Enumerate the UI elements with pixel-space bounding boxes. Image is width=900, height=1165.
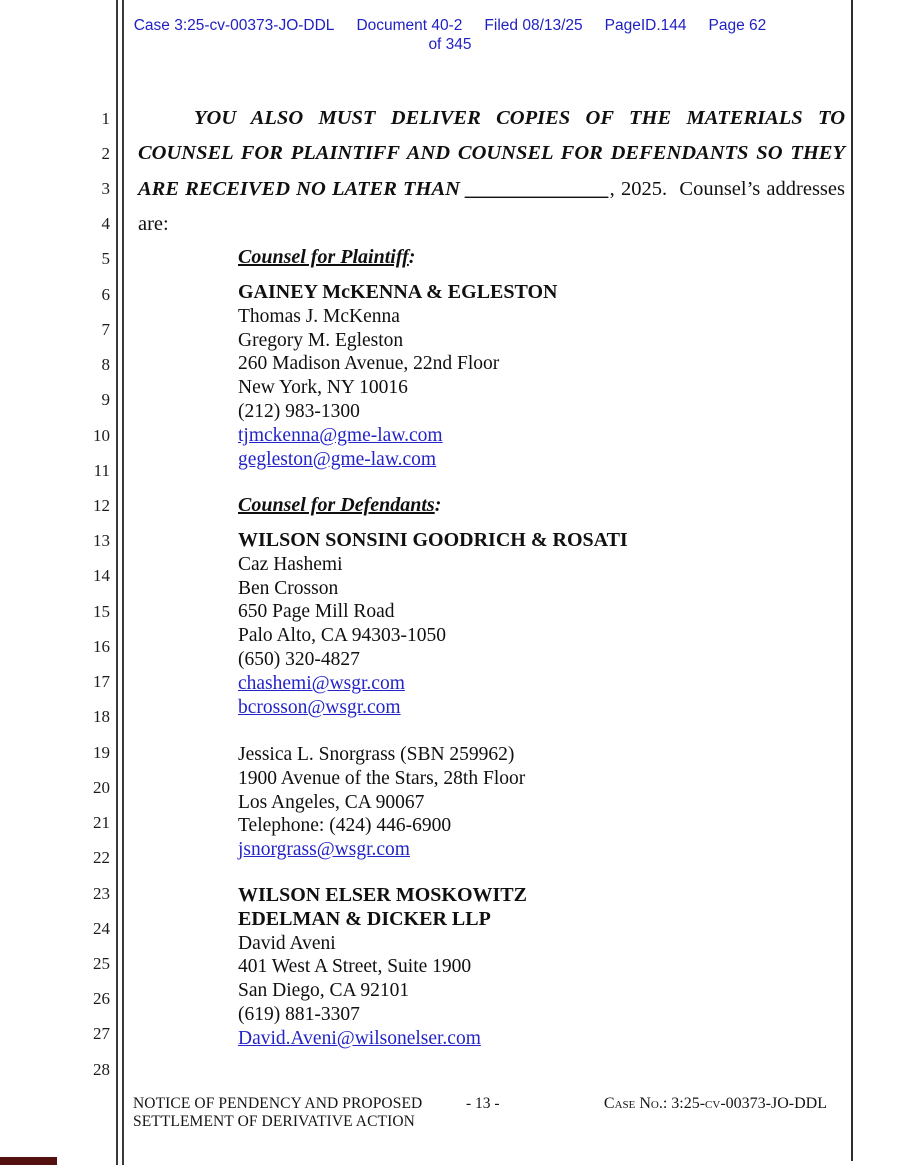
plaintiff-heading-text: Counsel for Plaintiff bbox=[238, 246, 409, 268]
paragraph-line: are: bbox=[138, 212, 169, 235]
line-number-18: 18 bbox=[93, 707, 110, 727]
street-address: 650 Page Mill Road bbox=[238, 601, 395, 623]
body-paragraph bbox=[138, 101, 845, 242]
line-number-13: 13 bbox=[93, 531, 110, 551]
footer-page-number: - 13 - bbox=[466, 1095, 500, 1112]
street-address: 1900 Avenue of the Stars, 28th Floor bbox=[238, 767, 526, 789]
line-number-3: 3 bbox=[101, 178, 110, 198]
firm-name: WILSON SONSINI GOODRICH & ROSATI bbox=[238, 529, 628, 551]
attorney-name: Ben Crosson bbox=[238, 577, 339, 599]
plaintiff-counsel-block bbox=[238, 281, 557, 471]
line-number-5: 5 bbox=[101, 249, 110, 269]
street-address: 260 Madison Avenue, 22nd Floor bbox=[238, 353, 500, 375]
phone-number: (619) 881-3307 bbox=[238, 1003, 360, 1025]
footer-title-line: SETTLEMENT OF DERIVATIVE ACTION bbox=[133, 1113, 415, 1130]
stamp-case-number: Case 3:25-cv-00373-JO-DDL bbox=[133, 17, 335, 34]
phone-number: (212) 983-1300 bbox=[238, 400, 360, 422]
phone-number: (650) 320-4827 bbox=[238, 648, 360, 670]
filing-stamp-row bbox=[0, 17, 900, 35]
firm-name: EDELMAN & DICKER LLP bbox=[238, 907, 491, 930]
email-link[interactable]: chashemi@wsgr.com bbox=[238, 672, 405, 694]
line-number-25: 25 bbox=[93, 954, 110, 974]
city-state-zip: Los Angeles, CA 90067 bbox=[238, 791, 425, 813]
stamp-page-id: PageID.144 bbox=[604, 17, 687, 34]
email-link[interactable]: bcrosson@wsgr.com bbox=[238, 696, 401, 718]
street-address: 401 West A Street, Suite 1900 bbox=[238, 956, 472, 978]
plaintiff-heading bbox=[238, 246, 415, 269]
defendants-heading-text: Counsel for Defendants bbox=[238, 494, 435, 516]
email-link[interactable]: David.Aveni@wilsonelser.com bbox=[238, 1027, 481, 1049]
line-number-19: 19 bbox=[93, 742, 110, 762]
paragraph-line bbox=[138, 136, 845, 171]
attorney-name: Gregory M. Egleston bbox=[238, 329, 404, 351]
line-number-28: 28 bbox=[93, 1059, 110, 1079]
line-number-10: 10 bbox=[93, 425, 110, 445]
attorney-name: Caz Hashemi bbox=[238, 553, 343, 575]
line-number-26: 26 bbox=[93, 989, 110, 1009]
email-link[interactable]: gegleston@gme-law.com bbox=[238, 448, 437, 470]
defendants-counsel-block-1 bbox=[238, 529, 628, 719]
defendants-counsel-block-3 bbox=[238, 884, 527, 1051]
email-link[interactable]: jsnorgrass@wsgr.com bbox=[238, 839, 410, 861]
attorney-name: Thomas J. McKenna bbox=[238, 305, 400, 327]
line-number-24: 24 bbox=[93, 918, 110, 938]
line-number-1: 1 bbox=[101, 108, 110, 128]
firm-name: WILSON ELSER MOSKOWITZ bbox=[238, 884, 527, 906]
line-number-7: 7 bbox=[101, 319, 110, 339]
stamp-page-total: of 345 bbox=[428, 36, 472, 53]
footer-document-title bbox=[133, 1095, 422, 1131]
heading-colon: : bbox=[408, 246, 416, 268]
defendants-counsel-block-2 bbox=[238, 743, 525, 862]
line-number-14: 14 bbox=[93, 566, 110, 586]
line-number-9: 9 bbox=[101, 390, 110, 410]
paragraph-line bbox=[138, 101, 845, 136]
pdf-filing-stamp bbox=[0, 17, 900, 54]
city-state-zip: Palo Alto, CA 94303-1050 bbox=[238, 625, 447, 647]
line-number-12: 12 bbox=[93, 496, 110, 516]
line-number-22: 22 bbox=[93, 848, 110, 868]
stamp-document-number: Document 40-2 bbox=[356, 17, 463, 34]
line-number-4: 4 bbox=[101, 214, 110, 234]
attorney-name: David Aveni bbox=[238, 932, 336, 954]
line-number-11: 11 bbox=[93, 460, 110, 480]
defendants-heading bbox=[238, 494, 441, 517]
paragraph-text-blank-date: ARE RECEIVED NO LATER THAN ______________ bbox=[138, 177, 610, 200]
paragraph-line bbox=[138, 172, 845, 207]
scan-artifact bbox=[0, 1157, 57, 1165]
city-state-zip: New York, NY 10016 bbox=[238, 377, 408, 399]
line-number-6: 6 bbox=[101, 284, 110, 304]
line-number-23: 23 bbox=[93, 883, 110, 903]
line-number-16: 16 bbox=[93, 636, 110, 656]
city-state-zip: San Diego, CA 92101 bbox=[238, 980, 410, 1002]
line-number-2: 2 bbox=[101, 143, 110, 163]
line-number-8: 8 bbox=[101, 355, 110, 375]
line-number-17: 17 bbox=[93, 672, 110, 692]
line-number-27: 27 bbox=[93, 1024, 110, 1044]
line-number-20: 20 bbox=[93, 777, 110, 797]
line-number-15: 15 bbox=[93, 601, 110, 621]
stamp-filed-date: Filed 08/13/25 bbox=[484, 17, 583, 34]
footer-title-line: NOTICE OF PENDENCY AND PROPOSED bbox=[133, 1095, 423, 1112]
left-double-rule bbox=[116, 0, 124, 1165]
paragraph-text: YOU ALSO MUST DELIVER COPIES OF THE MATERIALS TO bbox=[194, 107, 845, 129]
footer-case-number: Case No.: 3:25-cv-00373-JO-DDL bbox=[603, 1095, 827, 1112]
paragraph-text: COUNSEL FOR PLAINTIFF AND COUNSEL FOR DEFENDANTS SO THEY bbox=[138, 142, 845, 165]
heading-colon: : bbox=[434, 494, 442, 516]
email-link[interactable]: tjmckenna@gme-law.com bbox=[238, 424, 443, 446]
right-margin-rule bbox=[851, 0, 853, 1161]
line-number-21: 21 bbox=[93, 813, 110, 833]
attorney-name: Jessica L. Snorgrass (SBN 259962) bbox=[238, 744, 515, 765]
phone-number: Telephone: (424) 446-6900 bbox=[238, 815, 452, 837]
stamp-page-number: Page 62 bbox=[708, 17, 767, 34]
paragraph-text: , 2025. Counsel’s addresses bbox=[609, 177, 845, 200]
firm-name: GAINEY McKENNA & EGLESTON bbox=[238, 281, 558, 303]
